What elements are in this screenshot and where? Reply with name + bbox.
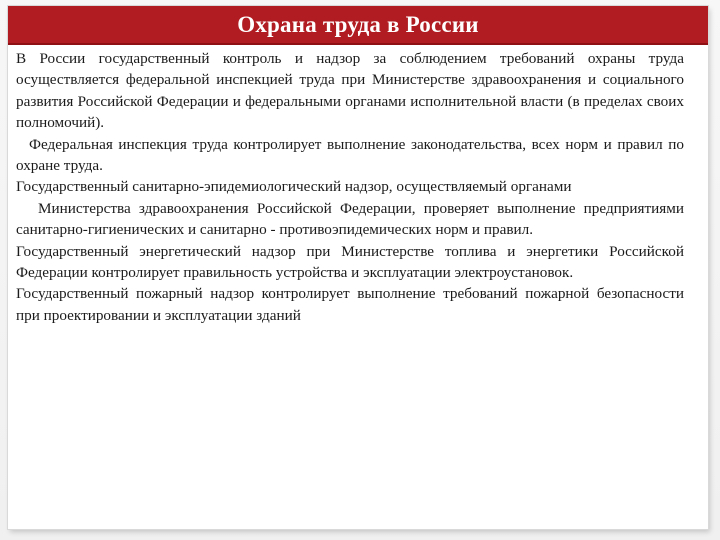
paragraph-health-ministry: Министерства здравоохранения Российской Федерации, проверяет выполнение предприятиями санитарно-гигиенических и санитарно - противоэпидемических норм и правил. (16, 199, 684, 239)
body-text (16, 48, 684, 326)
paragraph-sanitary-supervision: Государственный санитарно-эпидемиологический надзор, осуществляемый органами (16, 178, 572, 196)
paragraph-fire-supervision: Государственный пожарный надзор контролирует выполнение требований пожарной безопасности при проектировании и эксплуатации зданий (16, 285, 684, 324)
paragraph-state-control: В России государственный контроль и надзор за соблюдением требований охраны труда осуществляется федеральной инспекцией труда при Министерстве здравоохранения и социального развития Российской Федерации и федеральными органами исполнительной власти (в пределах своих полномочий). (16, 50, 684, 132)
slide-title: Охрана труда в России (237, 12, 479, 37)
paragraph-energy-supervision: Государственный энергетический надзор при Министерстве топлива и энергетики Российской Федерации контролирует правильность устройства и эксплуатации электроустановок. (16, 242, 684, 282)
paragraph-labor-inspection: Федеральная инспекция труда контролирует выполнение законодательства, всех норм и правил по охране труда. (16, 135, 684, 175)
title-bar (8, 6, 708, 45)
